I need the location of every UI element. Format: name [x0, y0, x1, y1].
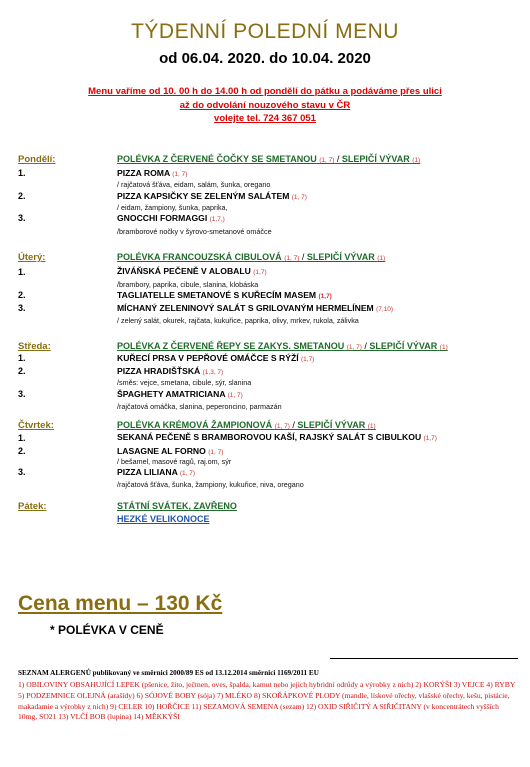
dish-number: 2. [18, 191, 26, 201]
dish-allergens: (7,10) [376, 306, 394, 313]
dish-allergens: (1,3, 7) [202, 369, 224, 376]
dish-allergens: (1, 7) [179, 470, 196, 477]
dish-allergens: (1, 7) [208, 449, 224, 456]
dish-name [117, 467, 195, 477]
notice-line-1: Menu vaříme od 10. 00 h do 14.00 h od pondělí do pátku a podáváme přes ulici [88, 86, 442, 97]
dish-title: PIZZA ROMA [117, 168, 170, 178]
dish-description: /směs: vejce, smetana, cibule, sýr, slanina [117, 378, 252, 387]
dish-allergens: (1,7) [253, 269, 267, 276]
divider [330, 658, 518, 659]
easter-greeting: HEZKÉ VELIKONOCE [117, 514, 210, 524]
soup-1-allergens: (1, 7) [284, 255, 300, 262]
dish-number: 1. [18, 433, 26, 443]
dish-title: MÍCHANÝ ZELENINOVÝ SALÁT S GRILOVANÝM HERMELÍNEM [117, 303, 374, 313]
dish-description: /rajčatová šťáva, šunka, žampiony, kukuřice, niva, oregano [117, 480, 304, 489]
dish-name [117, 432, 437, 442]
dish-number: 1. [18, 168, 26, 178]
dish-name [117, 389, 243, 399]
soup-1: POLÉVKA Z ČERVENÉ ČOČKY SE SMETANOU [117, 154, 317, 164]
dish-number: 2. [18, 290, 26, 300]
dish-allergens: (1,7) [318, 293, 332, 300]
dish-allergens: (1,7) [301, 356, 315, 363]
notice-line-2: až do odvolání nouzového stavu v ČR [179, 100, 351, 111]
separator: / [361, 341, 370, 351]
soup-1-allergens: (1, 7) [319, 157, 335, 164]
dish-name [117, 353, 314, 363]
dish-description: / zelený salát, okurek, rajčata, kukuřice, paprika, olivy, mrkev, rukola, zálivka [117, 316, 359, 325]
day-thursday: Čtvrtek: [18, 420, 54, 431]
soup-2-allergens: (1) [377, 255, 386, 262]
soup-2-allergens: (1) [367, 423, 376, 430]
dish-title: LASAGNE AL FORNO [117, 446, 206, 456]
dish-number: 1. [18, 267, 26, 277]
date-range: od 06.04. 2020. do 10.04. 2020 [159, 50, 371, 67]
dish-allergens: (1, 7) [227, 392, 243, 399]
dish-number: 3. [18, 303, 26, 313]
dish-number: 2. [18, 366, 26, 376]
soup-2: SLEPIČÍ VÝVAR [341, 154, 410, 164]
dish-name [117, 168, 187, 178]
holiday-closed: STÁTNÍ SVÁTEK, ZAVŘENO [117, 501, 237, 511]
dish-number: 3. [18, 389, 26, 399]
dish-description: /bramborové nočky v šyrovo-smetanové omáčce [117, 227, 272, 236]
dish-title: SEKANÁ PEČENĚ S BRAMBOROVOU KAŠÍ, RAJSKÝ SALÁT S CIBULKOU [117, 432, 422, 442]
dish-name [117, 290, 332, 300]
dish-description: /rajčatová omáčka, slanina, peperoncino, parmazán [117, 402, 282, 411]
dish-name [117, 366, 223, 376]
dish-title: PIZZA LILIANA [117, 467, 178, 477]
dish-name [117, 213, 225, 223]
soup-1: POLÉVKA FRANCOUZSKÁ CIBULOVÁ [117, 252, 282, 262]
separator: / [299, 252, 307, 262]
dish-number: 3. [18, 467, 26, 477]
dish-title: PIZZA HRADIŠŤSKÁ [117, 366, 201, 376]
dish-title: ŠPAGHETY AMATRICIANA [117, 389, 226, 399]
soup-2-allergens: (1) [439, 344, 448, 351]
soup-2-allergens: (1) [412, 157, 421, 164]
dish-title: PIZZA KAPSIČKY SE ZELENÝM SALÁTEM [117, 191, 290, 201]
dish-title: GNOCCHI FORMAGGI [117, 213, 208, 223]
dish-title: ŽIVÁŇSKÁ PEČENĚ V ALOBALU [117, 266, 251, 276]
dish-allergens: (1,7,) [209, 216, 225, 223]
soup-1: POLÉVKA Z ČERVENÉ ŘEPY SE ZAKYS. SMETANOU [117, 341, 345, 351]
dish-name [117, 303, 393, 313]
dish-number: 2. [18, 446, 26, 456]
soup-1-allergens: (1, 7) [346, 344, 362, 351]
dish-allergens: (1, 7) [172, 171, 188, 178]
day-friday: Pátek: [18, 501, 47, 512]
soup-2: SLEPIČÍ VÝVAR [297, 420, 366, 430]
soup-1: POLÉVKA KRÉMOVÁ ŽAMPIONOVÁ [117, 420, 273, 430]
dish-name [117, 266, 267, 276]
soup-2: SLEPIČÍ VÝVAR [369, 341, 438, 351]
allergen-list: 1) OBILOVINY OBSAHUJÍCÍ LEPEK (pšenice, žito, ječmen, oves, špalda, kamut nebo jejich hybridní odrůdy a výrobky z nich) 2) KORÝŠI 3) VEJCE 4) RYBY 5) PODZEMNICE OLEJNÁ (arašídy) 6) SÓJOVÉ BOBY (sója) 7) MLÉKO 8) SKOŘÁPKOVÉ PLODY (mandle, lískové ořechy, vlašské ořechy, kešu, pistácie, makadamie a výrobky z nich) 9) CELER 10) HOŘČICE 11) SEZAMOVÁ SEMENA (sezam) 12) OXID SIŘIČITÝ A SIŘIČITANY (v koncentrátech vyšších 10mg, SO21 13) VLČÍ BOB (lupina) 14) MĚKKÝŠI [18, 680, 516, 722]
soup-2: SLEPIČÍ VÝVAR [306, 252, 375, 262]
soup-line-monday [117, 154, 420, 164]
dish-number: 3. [18, 213, 26, 223]
menu-price: Cena menu – 130 Kč [18, 592, 223, 615]
day-monday: Pondělí: [18, 154, 56, 165]
allergen-heading: SEZNAM ALERGENŮ publikovaný ve směrnici 2000/89 ES od 13.12.2014 směrnici 1169/2011 EU [18, 669, 319, 677]
dish-allergens: (1, 7) [291, 194, 307, 201]
dish-number: 1. [18, 353, 26, 363]
dish-name [117, 191, 307, 201]
notice-line-3: volejte tel. 724 367 051 [214, 113, 316, 124]
dish-allergens: (1,7) [423, 435, 437, 442]
dish-description: /brambory, paprika, cibule, slanina, klobáska [117, 280, 259, 289]
soup-line-thursday [117, 420, 376, 430]
menu-title: TÝDENNÍ POLEDNÍ MENU [131, 20, 399, 43]
soup-line-wednesday [117, 341, 448, 351]
dish-title: KUŘECÍ PRSA V PEPŘOVÉ OMÁČCE S RÝŽÍ [117, 353, 299, 363]
dish-title: TAGLIATELLE SMETANOVÉ S KUŘECÍM MASEM [117, 290, 317, 300]
dish-description: / bešamel, masové ragů, raj.om, sýr [117, 457, 232, 466]
separator: / [334, 154, 342, 164]
soup-1-allergens: (1, 7) [274, 423, 290, 430]
day-wednesday: Středa: [18, 341, 51, 352]
dish-description: / eidam, žampiony, šunka, paprika, [117, 203, 228, 212]
separator: / [289, 420, 298, 430]
dish-name [117, 446, 223, 456]
soup-line-tuesday [117, 252, 385, 262]
dish-description: / rajčatová šťáva, eidam, salám, šunka, oregano [117, 180, 271, 189]
day-tuesday: Úterý: [18, 252, 46, 263]
price-note: * POLÉVKA V CENĚ [50, 623, 164, 637]
